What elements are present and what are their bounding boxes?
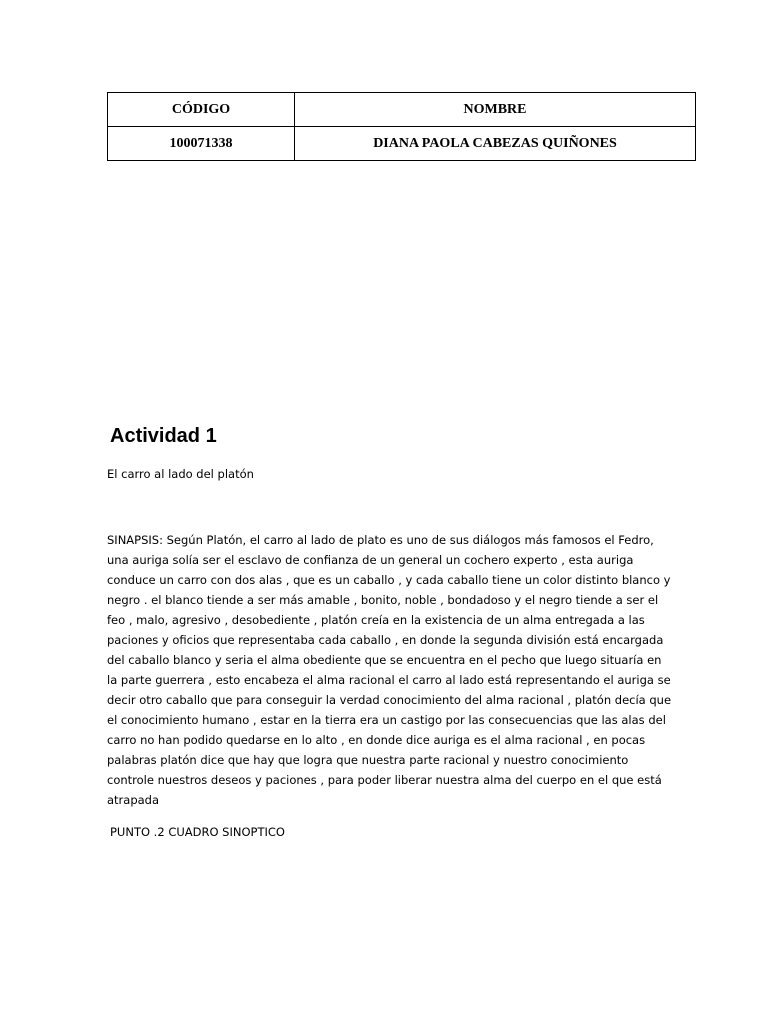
paragraph-line: negro . el blanco tiende a ser más amable , bonito, noble , bondadoso y el negro tiende a ser el [107, 593, 659, 607]
activity-heading: Actividad 1 [110, 425, 217, 447]
activity-subtitle: El carro al lado del platón [107, 467, 254, 481]
paragraph-line: decir otro caballo que para conseguir la verdad conocimiento del alma racional , platón decía que [107, 693, 672, 707]
paragraph-line: carro no han podido quedarse en lo alto , en donde dice auriga es el alma racional , en pocas [107, 733, 646, 747]
paragraph-line: controle nuestros deseos y paciones , para poder liberar nuestra alma del cuerpo en el que está [107, 773, 662, 787]
paragraph-line: palabras platón dice que hay que logra que nuestra parte racional y nuestro conocimiento [107, 753, 629, 767]
header-nombre: NOMBRE [295, 93, 696, 127]
paragraph-line: atrapada [107, 793, 160, 807]
cell-nombre: DIANA PAOLA CABEZAS QUIÑONES [295, 127, 696, 161]
section-label: PUNTO .2 CUADRO SINOPTICO [110, 825, 285, 839]
paragraph-line: conduce un carro con dos alas , que es un caballo , y cada caballo tiene un color distinto blanco y [107, 573, 671, 587]
student-info-table [107, 92, 696, 161]
synopsis-paragraph [107, 530, 672, 810]
paragraph-line: paciones y oficios que representaba cada caballo , en donde la segunda división está encargada [107, 633, 664, 647]
cell-codigo: 100071338 [108, 127, 295, 161]
table-row [108, 127, 696, 161]
paragraph-line: una auriga solía ser el esclavo de confianza de un general un cochero experto , esta auriga [107, 553, 634, 567]
paragraph-line: SINAPSIS: Según Platón, el carro al lado de plato es uno de sus diálogos más famosos el Fedro, [107, 533, 654, 547]
paragraph-line: feo , malo, agresivo , desobediente , platón creía en la existencia de un alma entregada a las [107, 613, 645, 627]
paragraph-line: del caballo blanco y seria el alma obediente que se encuentra en el pecho que luego situaría en [107, 653, 662, 667]
paragraph-line: el conocimiento humano , estar en la tierra era un castigo por las consecuencias que las alas del [107, 713, 666, 727]
table-header-row [108, 93, 696, 127]
header-codigo: CÓDIGO [108, 93, 295, 127]
paragraph-line: la parte guerrera , esto encabeza el alma racional el carro al lado está representando el auriga se [107, 673, 671, 687]
